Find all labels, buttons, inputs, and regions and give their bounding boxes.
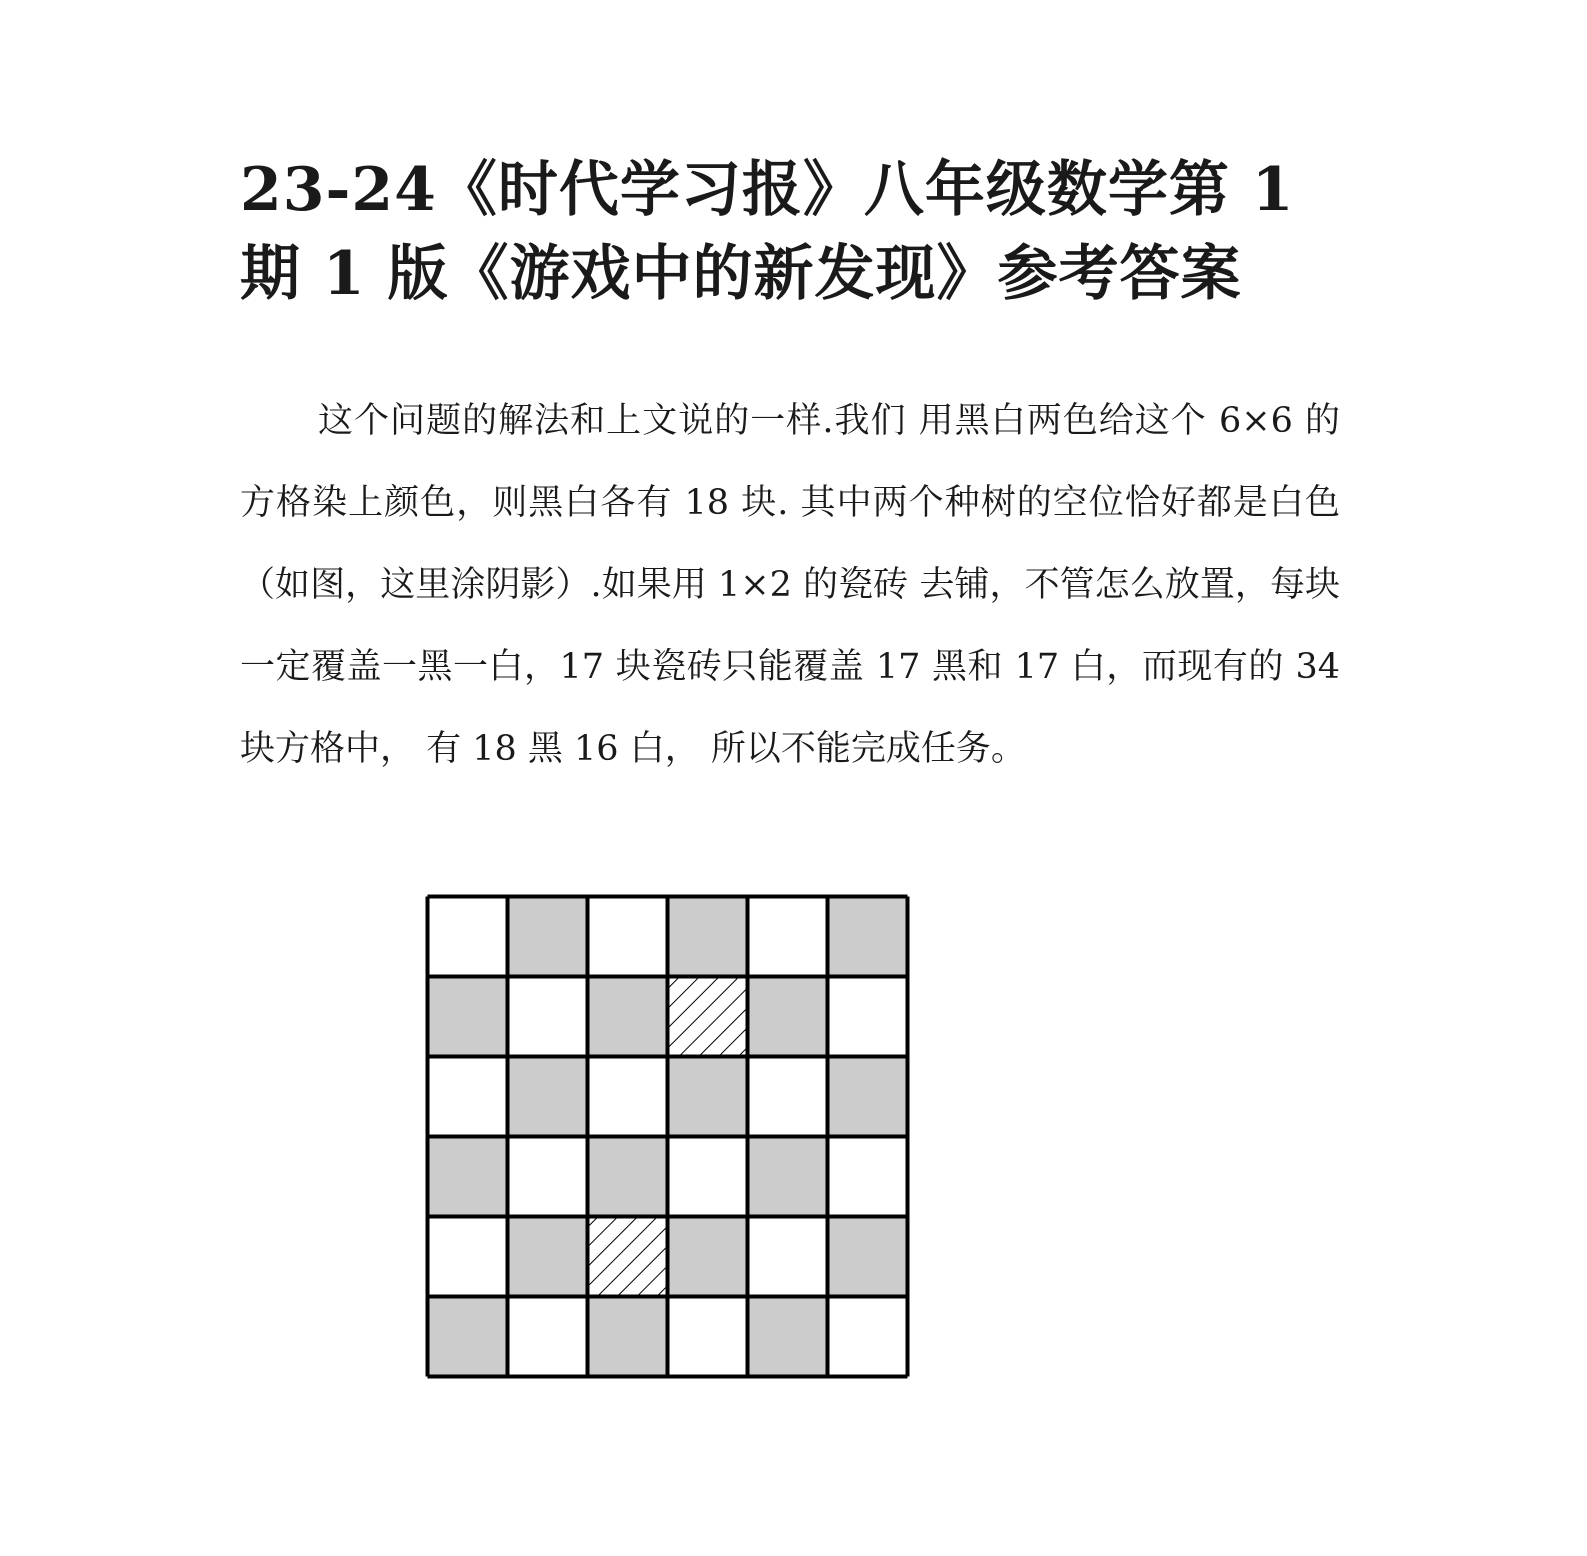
- grid-cell-white: [428, 1217, 508, 1297]
- grid-cell-shaded: [588, 1297, 668, 1377]
- grid-cell-white: [748, 1217, 828, 1297]
- grid-cell-white: [428, 897, 508, 977]
- grid-cell-shaded: [668, 1057, 748, 1137]
- grid-cell-shaded: [828, 1217, 908, 1297]
- checkerboard-svg: [425, 894, 910, 1379]
- grid-cell-white: [508, 977, 588, 1057]
- grid-cell-shaded: [828, 897, 908, 977]
- grid-cell-white: [508, 1137, 588, 1217]
- grid-cell-white: [828, 1297, 908, 1377]
- grid-cell-white: [588, 897, 668, 977]
- grid-cell-white: [748, 897, 828, 977]
- grid-cell-shaded: [588, 1137, 668, 1217]
- grid-cell-shaded: [588, 977, 668, 1057]
- grid-cell-white: [428, 1057, 508, 1137]
- grid-cell-white: [668, 1297, 748, 1377]
- grid-cell-shaded: [428, 1297, 508, 1377]
- grid-cell-shaded: [668, 897, 748, 977]
- grid-cell-hatched: [588, 1217, 668, 1297]
- answer-paragraph: 这个问题的解法和上文说的一样.我们 用黑白两色给这个 6×6 的方格染上颜色，则黑白各有 18 块. 其中两个种树的空位恰好都是白色（如图，这里涂阴影）.如果用 1×2 的瓷砖 去铺，不管怎么放置，每块 一定覆盖一黑一白，17 块瓷砖只能覆盖 17 黑和 17 白，而现有的 34 块方格中， 有 18 黑 16 白， 所以不能完成任务。: [240, 401, 1340, 769]
- grid-cell-shaded: [828, 1057, 908, 1137]
- grid-cell-white: [828, 1137, 908, 1217]
- grid-cell-shaded: [428, 977, 508, 1057]
- grid-cell-shaded: [748, 977, 828, 1057]
- page-title: 23-24《时代学习报》八年级数学第 1 期 1 版《游戏中的新发现》参考答案: [240, 155, 1295, 309]
- grid-cell-shaded: [508, 1057, 588, 1137]
- grid-cell-white: [588, 1057, 668, 1137]
- grid-cell-white: [828, 977, 908, 1057]
- checkerboard-figure: [425, 894, 910, 1379]
- grid-cell-shaded: [508, 897, 588, 977]
- grid-cell-shaded: [748, 1137, 828, 1217]
- grid-cell-shaded: [428, 1137, 508, 1217]
- grid-cell-white: [508, 1297, 588, 1377]
- grid-cell-white: [668, 1137, 748, 1217]
- grid-cell-shaded: [748, 1297, 828, 1377]
- grid-cell-hatched: [668, 977, 748, 1057]
- grid-cell-shaded: [668, 1217, 748, 1297]
- grid-cell-white: [748, 1057, 828, 1137]
- grid-cell-shaded: [508, 1217, 588, 1297]
